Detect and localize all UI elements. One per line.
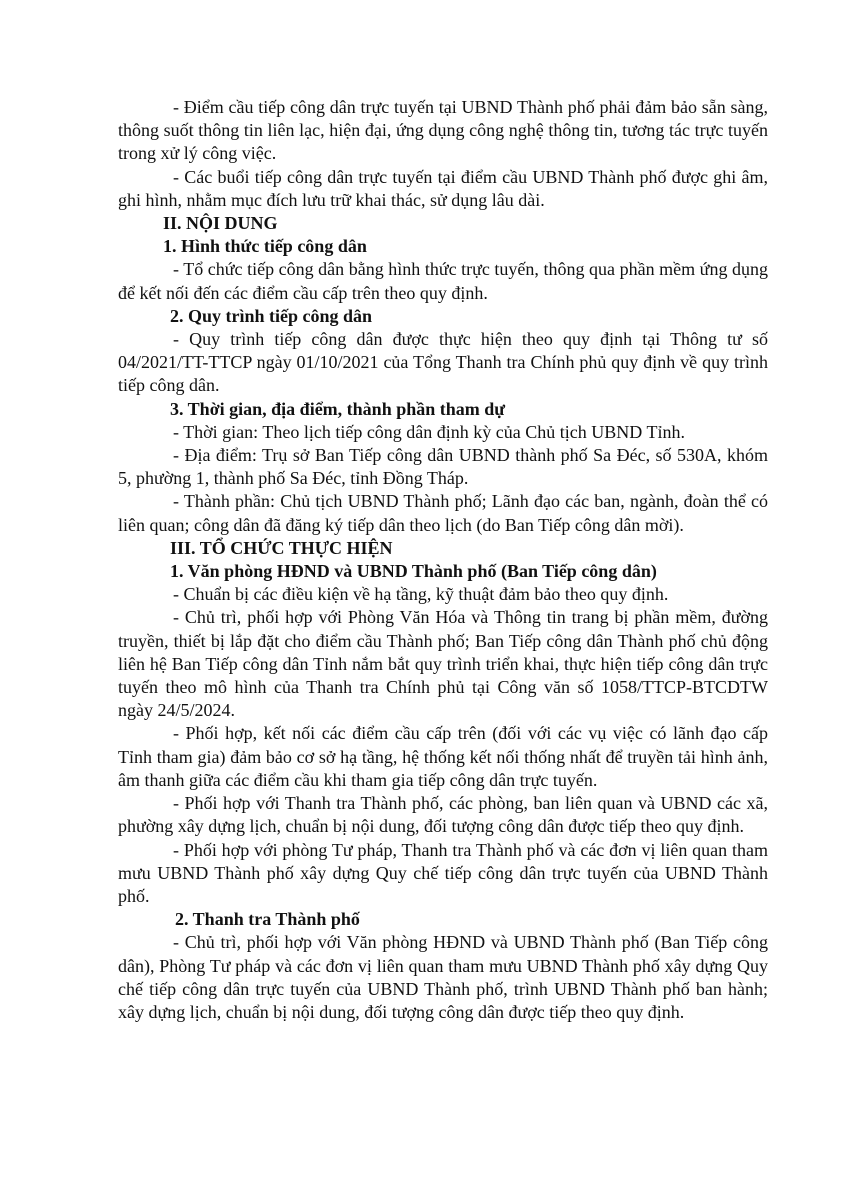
- heading-noi-dung: II. NỘI DUNG: [163, 213, 278, 234]
- paragraph-infrastructure: - Chuẩn bị các điều kiện về hạ tầng, kỹ thuật đảm bảo theo quy định.: [173, 584, 669, 605]
- paragraph-inspection-duties: - Chủ trì, phối hợp với Văn phòng HĐND và UBND Thành phố (Ban Tiếp công dân), Phòng Tư pháp và các đơn vị liên quan tham mưu UBND Thành phố xây dựng Quy chế tiếp công dân trực tuyến của UBND Thành phố, trình UBND Thành phố ban hành; xây dựng lịch, chuẩn bị nội dung, đối tượng công dân được tiếp theo quy định.: [118, 932, 768, 1022]
- paragraph-coordination-software: - Chủ trì, phối hợp với Phòng Văn Hóa và Thông tin trang bị phần mềm, đường truyền, thiết bị lắp đặt cho điểm cầu Thành phố; Ban Tiếp công dân Thành phố chủ động liên hệ Ban Tiếp công dân Tỉnh nắm bắt quy trình triển khai, thực hiện tiếp công dân trực tuyến theo mô hình của Thanh tra Chính phủ tại Công văn số 1058/TTCP-BTCDTW ngày 24/5/2024.: [118, 607, 768, 721]
- heading-van-phong: 1. Văn phòng HĐND và UBND Thành phố (Ban Tiếp công dân): [170, 561, 657, 582]
- paragraph-time: - Thời gian: Theo lịch tiếp công dân định kỳ của Chủ tịch UBND Tỉnh.: [173, 421, 685, 442]
- paragraph-schedule: - Phối hợp với Thanh tra Thành phố, các phòng, ban liên quan và UBND các xã, phường xây dựng lịch, chuẩn bị nội dung, đối tượng công dân được tiếp theo quy định.: [118, 793, 768, 837]
- document-page: [118, 96, 768, 1024]
- paragraph-online-form: - Tổ chức tiếp công dân bằng hình thức trực tuyến, thông qua phần mềm ứng dụng để kết nối đến các điểm cầu cấp trên theo quy định.: [118, 259, 768, 303]
- paragraph-regulation: - Phối hợp với phòng Tư pháp, Thanh tra Thành phố và các đơn vị liên quan tham mưu UBND Thành phố xây dựng Quy chế tiếp công dân trực tuyến của UBND Thành phố.: [118, 839, 768, 906]
- heading-to-chuc: III. TỔ CHỨC THỰC HIỆN: [170, 537, 393, 558]
- paragraph-connection: - Phối hợp, kết nối các điểm cầu cấp trên (đối với các vụ việc có lãnh đạo cấp Tỉnh tham gia) đảm bảo cơ sở hạ tầng, hệ thống kết nối thống nhất để truyền tải hình ảnh, âm thanh giữa các điểm cầu khi tham gia tiếp công dân trực tuyến.: [118, 723, 768, 790]
- paragraph-procedure: - Quy trình tiếp công dân được thực hiện theo quy định tại Thông tư số 04/2021/TT-TTCP ngày 01/10/2021 của Tổng Thanh tra Chính phủ quy định về quy trình tiếp công dân.: [118, 329, 768, 396]
- paragraph-recording: - Các buổi tiếp công dân trực tuyến tại điểm cầu UBND Thành phố được ghi âm, ghi hình, nhằm mục đích lưu trữ khai thác, sử dụng lâu dài.: [118, 166, 768, 210]
- heading-quy-trinh: 2. Quy trình tiếp công dân: [170, 305, 373, 326]
- heading-thanh-tra: 2. Thanh tra Thành phố: [175, 909, 360, 930]
- paragraph-bridge-readiness: - Điểm cầu tiếp công dân trực tuyến tại UBND Thành phố phải đảm bảo sẵn sàng, thông suốt thông tin liên lạc, hiện đại, ứng dụng công nghệ thông tin, tương tác trực tuyến trong xử lý công việc.: [118, 97, 768, 164]
- paragraph-location: - Địa điểm: Trụ sở Ban Tiếp công dân UBND thành phố Sa Đéc, số 530A, khóm 5, phường 1, thành phố Sa Đéc, tỉnh Đồng Tháp.: [118, 445, 768, 489]
- heading-hinh-thuc: 1. Hình thức tiếp công dân: [163, 236, 367, 257]
- heading-thoi-gian: 3. Thời gian, địa điểm, thành phần tham dự: [170, 398, 506, 419]
- paragraph-participants: - Thành phần: Chủ tịch UBND Thành phố; Lãnh đạo các ban, ngành, đoàn thể có liên quan; công dân đã đăng ký tiếp dân theo lịch (do Ban Tiếp công dân mời).: [118, 491, 768, 535]
